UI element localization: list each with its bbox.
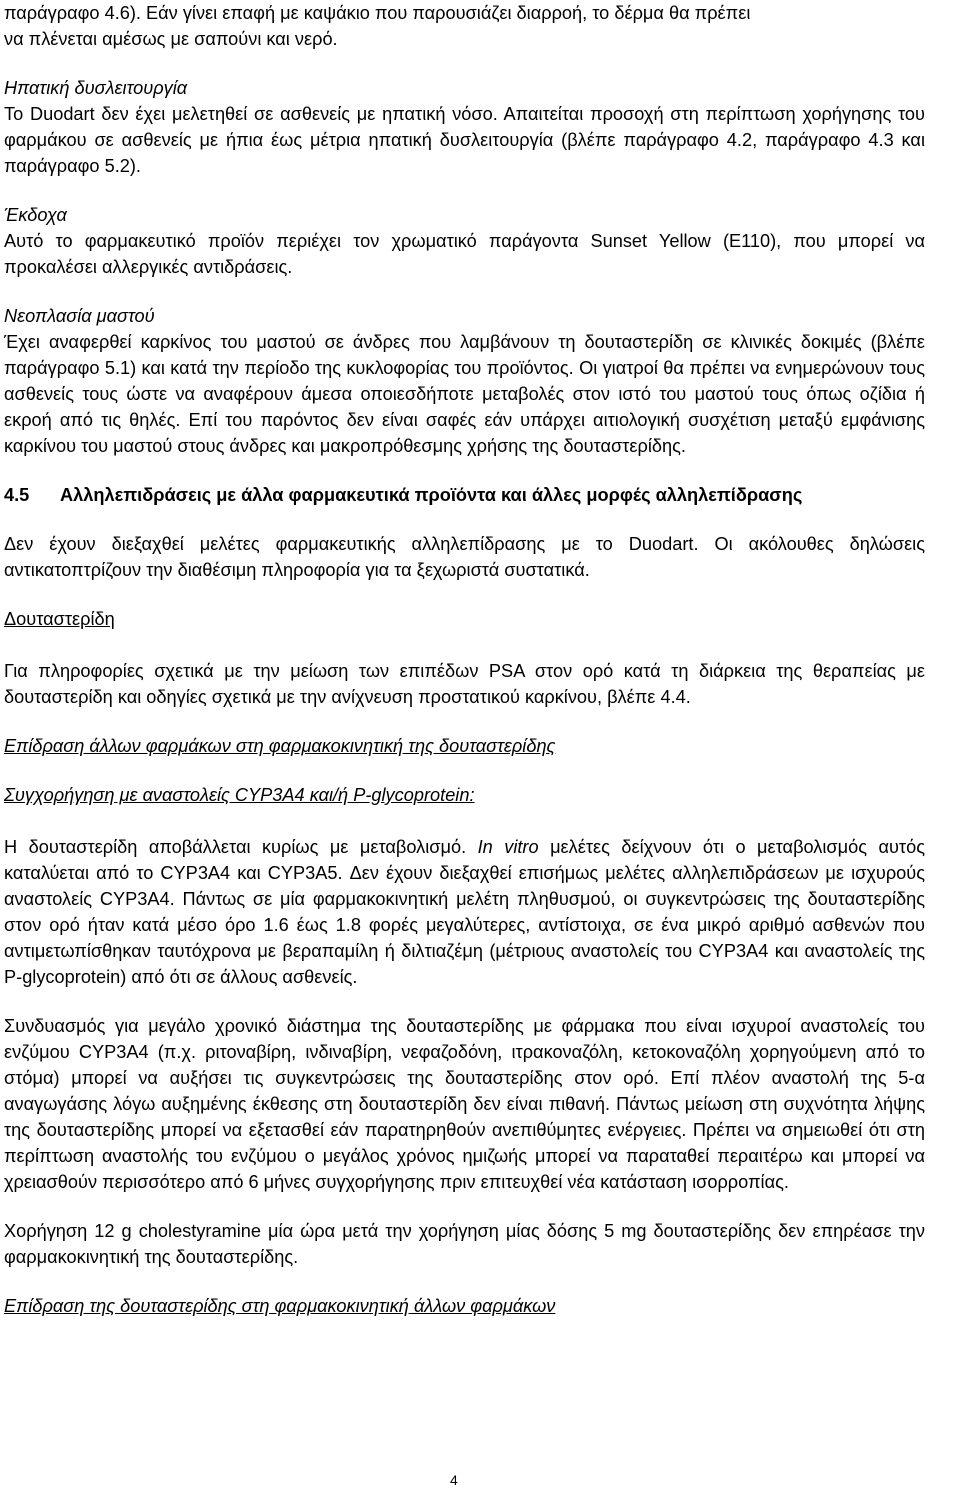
interactions-intro: Δεν έχουν διεξαχθεί μελέτες φαρμακευτικής αλληλεπίδρασης με το Duodart. Οι ακόλουθες δηλώσεις αντικατοπτρίζουν την διαθέσιμη πληροφορία για τα ξεχωριστά συστατικά. xyxy=(4,534,925,580)
hepatic-text: Το Duodart δεν έχει μελετηθεί σε ασθενείς με ηπατική νόσο. Απαιτείται προσοχή στη περίπτωση χορήγησης του φαρμάκου σε ασθενείς με ήπια έως μέτρια ηπατική δυσλειτουργία (βλέπε παράγραφο 4.2, παράγραφο 4.3 και παράγραφο 5.2). xyxy=(4,104,925,176)
paragraph-top-line-2: να πλένεται αμέσως με σαπούνι και νερό. xyxy=(4,29,338,49)
long-term-paragraph: Συνδυασμός για μεγάλο χρονικό διάστημα της δουταστερίδης με φάρμακα που είναι ισχυροί αναστολείς του ενζύμου CYP3A4 (π.χ. ριτοναβίρη, ινδιναβίρη, νεφαζοδόνη, ιτρακοναζόλη, κετοκοναζόλη χορηγούμενη από το στόμα) μπορεί να αυξήσει τις συγκεντρώσεις της δουταστερίδης στον ορό. Επί πλέον αναστολή της 5-α αναγωγάσης λόγω αυξημένης έκθεσης στη δουταστερίδη δεν είναι πιθανή. Πάντως μείωση στη συχνότητα λήψης της δουταστερίδης μπορεί να εξετασθεί εάν παρατηρηθούν ανεπιθύμητες ενέργειες. Πρέπει να σημειωθεί ότι στη περίπτωση αναστολής του ενζύμου ο μεγάλος χρόνος ημιζωής μπορεί να παραταθεί περαιτέρω και μπορεί να χρειασθούν περισσότερο από 6 μήνες συγχορήγησης πριν επιτευχθεί νέα κατάσταση ισορροπίας. xyxy=(4,1016,925,1192)
metabolism-text-1: Η δουταστερίδη αποβάλλεται κυρίως με μεταβολισμό. xyxy=(4,837,478,857)
excipients-title: Έκδοχα xyxy=(4,205,67,225)
breast-neoplasia-text: Έχει αναφερθεί καρκίνος του μαστού σε άνδρες που λαμβάνουν τη δουταστερίδη σε κλινικές δοκιμές (βλέπε παράγραφο 5.1) και κατά την περίοδο της κυκλοφορίας του προϊόντος. Οι γιατροί θα πρέπει να ενημερώνουν τους ασθενείς τους ώστε να αναφέρουν άμεσα οποιεσδήποτε μεταβολές στον ιστό του μαστού τους όπως οζίδια ή εκροή από τις θηλές. Επί του παρόντος δεν είναι σαφές εάν υπάρχει αιτιολογική συσχέτιση μεταξύ εμφάνισης καρκίνου του μαστού στους άνδρες και μακροπρόθεσμης χρήσης της δουταστερίδης. xyxy=(4,332,925,456)
in-vitro-term: In vitro xyxy=(477,837,539,857)
section-heading-4-5 xyxy=(4,482,925,508)
hepatic-title: Ηπατική δυσλειτουργία xyxy=(4,78,188,98)
paragraph-top-line-1: παράγραφο 4.6). Εάν γίνει επαφή με καψάκιο που παρουσιάζει διαρροή, το δέρμα θα πρέπει xyxy=(4,3,751,23)
metabolism-paragraph xyxy=(4,834,925,990)
page-number: 4 xyxy=(450,1472,458,1488)
breast-neoplasia-title: Νεοπλασία μαστού xyxy=(4,306,155,326)
psa-paragraph: Για πληροφορίες σχετικά με την μείωση των επιπέδων PSA στον ορό κατά τη διάρκεια της θεραπείας με δουταστερίδη και οδηγίες σχετικά με την ανίχνευση προστατικού καρκίνου, βλέπε 4.4. xyxy=(4,661,925,707)
effect-other-drugs-title: Επίδραση άλλων φαρμάκων στη φαρμακοκινητική της δουταστερίδης xyxy=(4,736,556,756)
section-number: 4.5 xyxy=(4,485,30,505)
section-title: Αλληλεπιδράσεις με άλλα φαρμακευτικά προϊόντα και άλλες μορφές αλληλεπίδρασης xyxy=(60,485,803,505)
excipients-text: Αυτό το φαρμακευτικό προϊόν περιέχει τον χρωματικό παράγοντα Sunset Yellow (E110), που μπορεί να προκαλέσει αλλεργικές αντιδράσεις. xyxy=(4,231,925,277)
dutasteride-title: Δουταστερίδη xyxy=(4,609,115,629)
coadministration-title: Συγχορήγηση με αναστολείς CYP3A4 και/ή P-glycoprotein: xyxy=(4,785,475,805)
effect-of-dutasteride-title: Επίδραση της δουταστερίδης στη φαρμακοκινητική άλλων φαρμάκων xyxy=(4,1296,556,1316)
metabolism-text-2: μελέτες δείχνουν ότι ο μεταβολισμός αυτός καταλύεται από το CYP3A4 και CYP3A5. Δεν έχουν διεξαχθεί επισήμως μελέτες αλληλεπιδράσεων με ισχυρούς αναστολείς CYP3A4. Πάντως σε μία φαρμακοκινητική μελέτη πληθυσμού, οι συγκεντρώσεις της δουταστερίδης στον ορό ήταν κατά μέσο όρο 1.6 έως 1.8 φορές μεγαλύτερες, αντίστοιχα, σε ένα μικρό αριθμό ασθενών που αντιμετωπίσθηκαν ταυτόχρονα με βεραπαμίλη ή διλτιαζέμη (μέτριους αναστολείς του CYP3A4 και αναστολείς της P-glycoprotein) από ότι σε άλλους ασθενείς. xyxy=(4,837,926,987)
document-page xyxy=(4,0,925,1319)
cholestyramine-paragraph: Χορήγηση 12 g cholestyramine μία ώρα μετά την χορήγηση μίας δόσης 5 mg δουταστερίδης δεν επηρέασε την φαρμακοκινητική της δουταστερίδης. xyxy=(4,1221,925,1267)
